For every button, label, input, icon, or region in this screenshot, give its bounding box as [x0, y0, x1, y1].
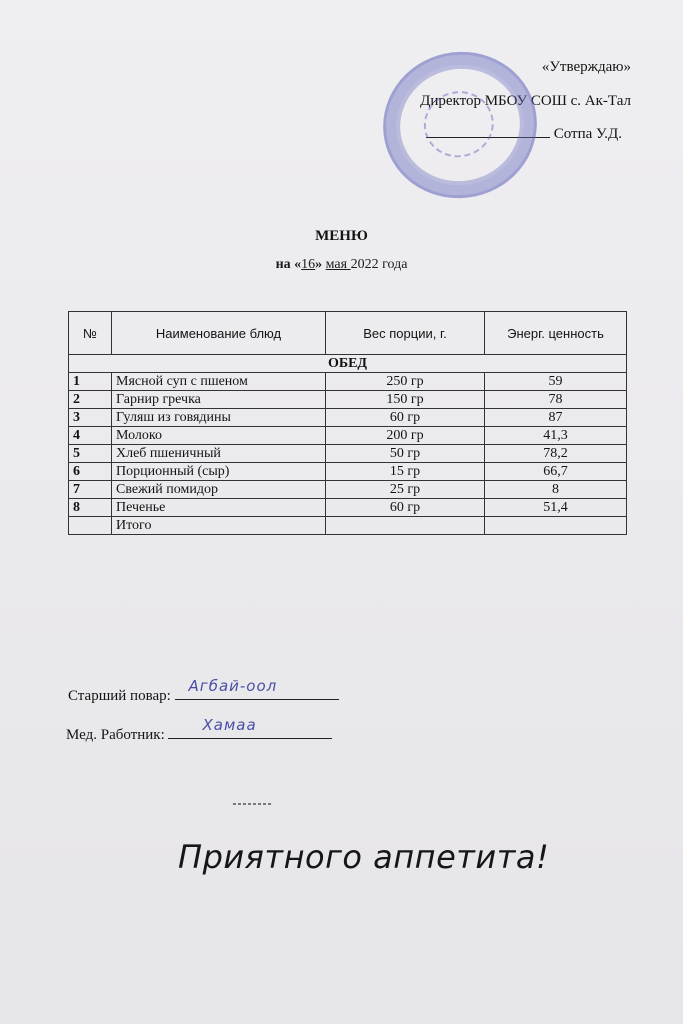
- dish-energy: 59: [485, 373, 627, 391]
- dish-name: Молоко: [112, 427, 326, 445]
- dish-weight: 50 гр: [326, 445, 485, 463]
- table-row: [69, 409, 627, 427]
- row-number: 6: [69, 463, 112, 481]
- dish-energy: 41,3: [485, 427, 627, 445]
- date-month: мая: [325, 257, 351, 272]
- dish-energy: 8: [485, 481, 627, 499]
- dish-weight: 150 гр: [326, 391, 485, 409]
- official-seal: [370, 38, 551, 213]
- dish-name: Печенье: [112, 499, 326, 517]
- chef-signature-block: [68, 677, 339, 705]
- dish-weight: 60 гр: [326, 499, 485, 517]
- date-year: 2022 года: [350, 257, 408, 272]
- med-label: Мед. Работник:: [66, 727, 165, 743]
- chef-signature-line: [175, 677, 339, 700]
- dish-weight: 15 гр: [326, 463, 485, 481]
- dish-name: Гуляш из говядины: [112, 409, 326, 427]
- col-energy: Энерг. ценность: [485, 312, 627, 355]
- med-signature: Хамаа: [202, 716, 257, 734]
- dish-energy: 66,7: [485, 463, 627, 481]
- date-mid: »: [315, 257, 326, 272]
- date-day: 16: [301, 257, 316, 272]
- row-number: 7: [69, 481, 112, 499]
- dish-name: Мясной суп с пшеном: [112, 373, 326, 391]
- menu-table: [68, 311, 627, 535]
- dish-energy: 78,2: [485, 445, 627, 463]
- table-row: [69, 499, 627, 517]
- row-number: 3: [69, 409, 112, 427]
- approve-label: «Утверждаю»: [541, 59, 631, 75]
- row-number: 4: [69, 427, 112, 445]
- dish-name: Гарнир гречка: [112, 391, 326, 409]
- total-row: [69, 517, 627, 535]
- table-row: [69, 427, 627, 445]
- dish-name: Хлеб пшеничный: [112, 445, 326, 463]
- director-name: Сотпа У.Д.: [553, 126, 622, 142]
- chef-label: Старший повар:: [68, 688, 171, 704]
- row-number: 2: [69, 391, 112, 409]
- row-number: 8: [69, 499, 112, 517]
- dish-weight: 250 гр: [326, 373, 485, 391]
- greeting-text: Приятного аппетита!: [178, 838, 550, 876]
- dish-name: Порционный (сыр): [112, 463, 326, 481]
- page-title: МЕНЮ: [315, 228, 368, 244]
- table-row: [69, 373, 627, 391]
- col-weight: Вес порции, г.: [326, 312, 485, 355]
- med-signature-block: [66, 716, 332, 744]
- total-empty-cell: [326, 517, 485, 535]
- dish-weight: 25 гр: [326, 481, 485, 499]
- table-row: [69, 391, 627, 409]
- dish-energy: 51,4: [485, 499, 627, 517]
- col-dish-name: Наименование блюд: [112, 312, 326, 355]
- dish-weight: 60 гр: [326, 409, 485, 427]
- table-row: [69, 445, 627, 463]
- total-empty-cell: [485, 517, 627, 535]
- section-label: ОБЕД: [69, 355, 627, 373]
- ink-scribble: [232, 794, 272, 800]
- table-header-row: [69, 312, 627, 355]
- row-number: 5: [69, 445, 112, 463]
- total-label: Итого: [112, 517, 326, 535]
- dish-energy: 78: [485, 391, 627, 409]
- date-prefix: на «: [275, 257, 302, 272]
- director-line: Директор МБОУ СОШ с. Ак-Тал: [420, 93, 631, 109]
- table-row: [69, 481, 627, 499]
- table-row: [69, 463, 627, 481]
- dish-energy: 87: [485, 409, 627, 427]
- dish-name: Свежий помидор: [112, 481, 326, 499]
- chef-signature: Агбай-оол: [188, 677, 278, 695]
- col-number: №: [69, 312, 112, 355]
- menu-date: [0, 257, 683, 273]
- ink-scribble-mark: [232, 801, 272, 807]
- med-signature-line: [168, 716, 332, 739]
- section-row: [69, 355, 627, 373]
- dish-weight: 200 гр: [326, 427, 485, 445]
- total-empty-cell: [69, 517, 112, 535]
- row-number: 1: [69, 373, 112, 391]
